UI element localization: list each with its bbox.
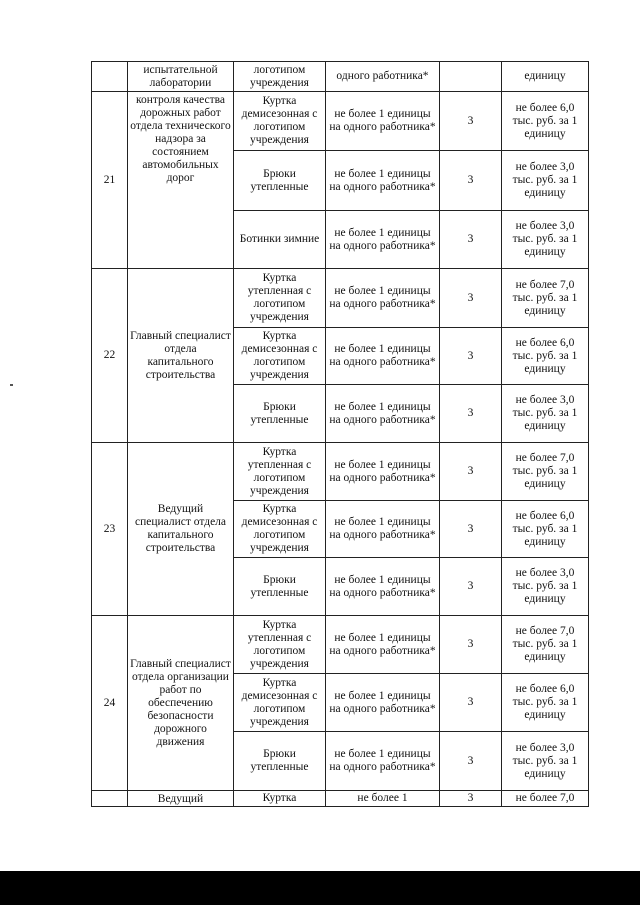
row-number-cell: [92, 791, 128, 807]
table-row: [92, 791, 589, 807]
norm-cell: не более 1 единицы на одного работника*: [326, 616, 440, 674]
norm-cell: не более 1 единицы на одного работника*: [326, 151, 440, 211]
item-cell: Брюки утепленные: [234, 151, 326, 211]
position-cell: испытательной лаборатории: [128, 62, 234, 92]
cost-cell: не более 7,0 тыс. руб. за 1 единицу: [502, 269, 589, 328]
row-number-cell: [92, 62, 128, 92]
term-cell: 3: [440, 616, 502, 674]
item-cell: Брюки утепленные: [234, 732, 326, 791]
cost-cell: не более 6,0 тыс. руб. за 1 единицу: [502, 92, 589, 151]
cost-cell: не более 6,0 тыс. руб. за 1 единицу: [502, 674, 589, 732]
item-cell: Куртка утепленная с логотипом учреждения: [234, 443, 326, 501]
cost-cell: не более 3,0 тыс. руб. за 1 единицу: [502, 558, 589, 616]
item-cell: Брюки утепленные: [234, 385, 326, 443]
term-cell: 3: [440, 328, 502, 385]
row-number-cell: 22: [92, 269, 128, 443]
norm-cell: не более 1 единицы на одного работника*: [326, 385, 440, 443]
cost-cell: не более 3,0 тыс. руб. за 1 единицу: [502, 732, 589, 791]
table-row: [92, 92, 589, 151]
clothing-norms-table: [91, 61, 589, 807]
row-number-cell: 23: [92, 443, 128, 616]
item-cell: Куртка демисезонная с логотипом учреждения: [234, 92, 326, 151]
term-cell: 3: [440, 385, 502, 443]
position-cell: контроля качества дорожных работ отдела технического надзора за состоянием автомобильных дорог: [128, 92, 234, 269]
term-cell: 3: [440, 732, 502, 791]
cost-cell: не более 3,0 тыс. руб. за 1 единицу: [502, 385, 589, 443]
item-cell: Куртка: [234, 791, 326, 807]
norm-cell: не более 1 единицы на одного работника*: [326, 732, 440, 791]
position-cell: Главный специалист отдела организации работ по обеспечению безопасности дорожного движения: [128, 616, 234, 791]
norm-cell: не более 1 единицы на одного работника*: [326, 558, 440, 616]
item-cell: Куртка утепленная с логотипом учреждения: [234, 269, 326, 328]
term-cell: 3: [440, 92, 502, 151]
item-cell: Куртка демисезонная с логотипом учреждения: [234, 328, 326, 385]
scan-bottom-edge: [0, 871, 640, 905]
term-cell: 3: [440, 151, 502, 211]
cost-cell: не более 7,0 тыс. руб. за 1 единицу: [502, 443, 589, 501]
item-cell: Куртка демисезонная с логотипом учреждения: [234, 501, 326, 558]
norm-cell: не более 1 единицы на одного работника*: [326, 92, 440, 151]
term-cell: 3: [440, 269, 502, 328]
table-row: [92, 443, 589, 501]
table-row: [92, 62, 589, 92]
term-cell: 3: [440, 211, 502, 269]
item-cell: Куртка демисезонная с логотипом учреждения: [234, 674, 326, 732]
item-cell: Ботинки зимние: [234, 211, 326, 269]
cost-cell: не более 7,0 тыс. руб. за 1 единицу: [502, 616, 589, 674]
table-row: [92, 269, 589, 328]
position-cell: Ведущий: [128, 791, 234, 807]
position-cell: Ведущий специалист отдела капитального строительства: [128, 443, 234, 616]
cost-cell: не более 7,0: [502, 791, 589, 807]
cost-cell: не более 6,0 тыс. руб. за 1 единицу: [502, 501, 589, 558]
cost-cell: не более 3,0 тыс. руб. за 1 единицу: [502, 211, 589, 269]
term-cell: [440, 62, 502, 92]
norm-cell: одного работника*: [326, 62, 440, 92]
term-cell: 3: [440, 791, 502, 807]
row-number-cell: 24: [92, 616, 128, 791]
term-cell: 3: [440, 501, 502, 558]
norm-cell: не более 1 единицы на одного работника*: [326, 328, 440, 385]
scan-speck: [10, 384, 13, 386]
item-cell: Куртка утепленная с логотипом учреждения: [234, 616, 326, 674]
item-cell: логотипом учреждения: [234, 62, 326, 92]
norm-cell: не более 1: [326, 791, 440, 807]
term-cell: 3: [440, 443, 502, 501]
cost-cell: не более 6,0 тыс. руб. за 1 единицу: [502, 328, 589, 385]
norm-cell: не более 1 единицы на одного работника*: [326, 211, 440, 269]
norm-cell: не более 1 единицы на одного работника*: [326, 674, 440, 732]
item-cell: Брюки утепленные: [234, 558, 326, 616]
norm-cell: не более 1 единицы на одного работника*: [326, 443, 440, 501]
norm-cell: не более 1 единицы на одного работника*: [326, 501, 440, 558]
term-cell: 3: [440, 674, 502, 732]
term-cell: 3: [440, 558, 502, 616]
cost-cell: единицу: [502, 62, 589, 92]
table-row: [92, 616, 589, 674]
row-number-cell: 21: [92, 92, 128, 269]
norm-cell: не более 1 единицы на одного работника*: [326, 269, 440, 328]
cost-cell: не более 3,0 тыс. руб. за 1 единицу: [502, 151, 589, 211]
position-cell: Главный специалист отдела капитального строительства: [128, 269, 234, 443]
